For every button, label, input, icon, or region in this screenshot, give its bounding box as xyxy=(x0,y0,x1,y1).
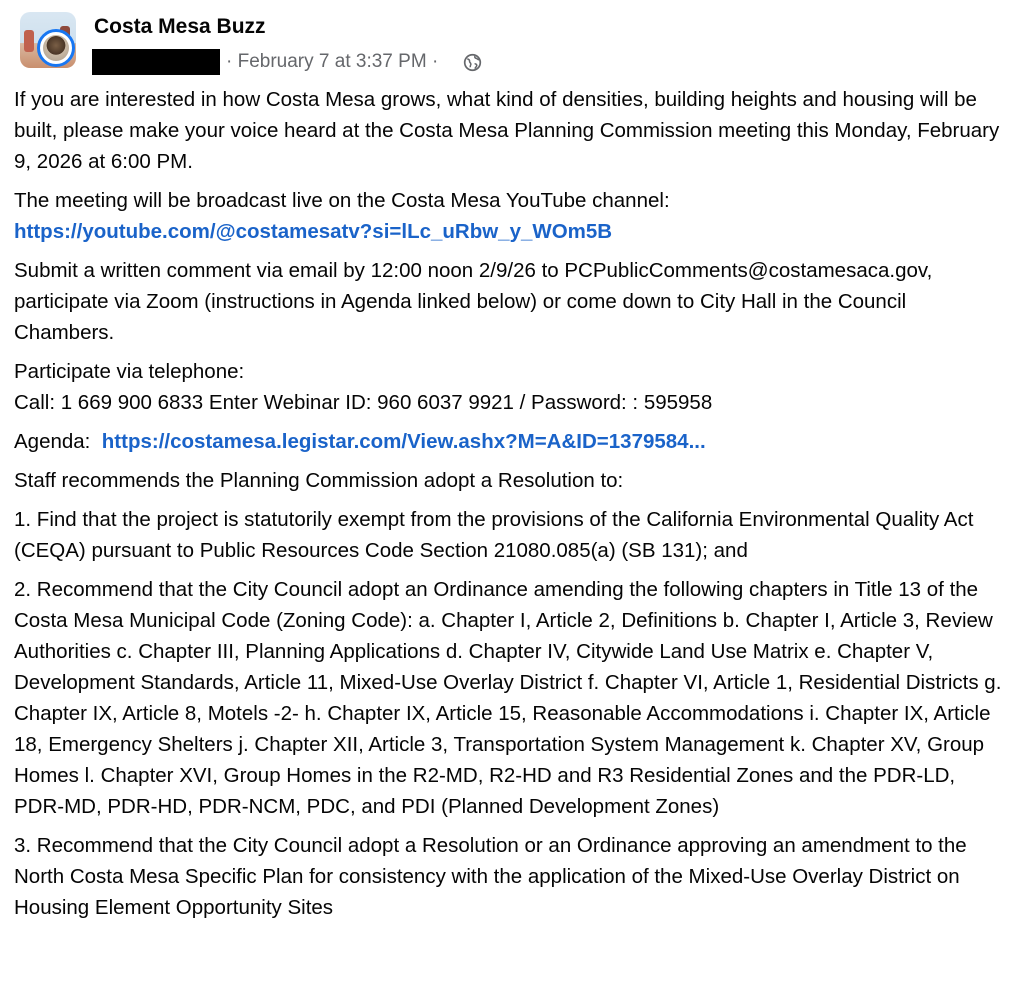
post-timestamp-line[interactable] xyxy=(226,51,438,73)
telephone-heading: Participate via telephone: xyxy=(14,360,245,383)
youtube-intro-text: The meeting will be broadcast live on the Costa Mesa YouTube channel: xyxy=(14,189,670,212)
post-paragraph xyxy=(14,185,1010,247)
post-paragraph xyxy=(14,356,1010,418)
redacted-author-name xyxy=(92,49,220,75)
post-paragraph: Staff recommends the Planning Commission adopt a Resolution to: xyxy=(14,469,624,492)
globe-icon[interactable] xyxy=(463,53,482,72)
agenda-label: Agenda: xyxy=(14,430,91,453)
post-meta xyxy=(92,49,612,75)
user-avatar[interactable] xyxy=(37,29,75,67)
post-paragraph: 3. Recommend that the City Council adopt a Resolution or an Ordinance approving an amendment to the North Costa Mesa Specific Plan for consistency with the application of the Mixed-Use Overlay District on Housing Element Opportunity Sites xyxy=(14,834,967,919)
page-name-link[interactable]: Costa Mesa Buzz xyxy=(94,15,266,38)
youtube-link[interactable]: https://youtube.com/@costamesatv?si=lLc_uRbw_y_WOm5B xyxy=(14,220,613,243)
post-header xyxy=(20,10,920,80)
separator-dot: · xyxy=(431,51,439,72)
separator-dot: · xyxy=(226,51,233,72)
post-paragraph: Submit a written comment via email by 12:00 noon 2/9/26 to PCPublicComments@costamesaca.gov, participate via Zoom (instructions in Agenda linked below) or come down to City Hall in the Council Chambers. xyxy=(14,259,933,344)
post-paragraph: 1. Find that the project is statutorily exempt from the provisions of the California Environmental Quality Act (CEQA) pursuant to Public Resources Code Section 21080.085(a) (SB 131); and xyxy=(14,508,974,562)
user-photo xyxy=(43,35,69,61)
post-timestamp[interactable]: February 7 at 3:37 PM xyxy=(237,51,427,72)
agenda-link[interactable]: https://costamesa.legistar.com/View.ashx?M=A&ID=1379584... xyxy=(101,430,706,453)
post-paragraph: If you are interested in how Costa Mesa grows, what kind of densities, building heights and housing will be built, please make your voice heard at the Costa Mesa Planning Commission meeting this Monday, February 9, 2026 at 6:00 PM. xyxy=(14,88,1000,173)
telephone-details: Call: 1 669 900 6833 Enter Webinar ID: 960 6037 9921 / Password: : 595958 xyxy=(14,391,713,414)
palm-tree-shape xyxy=(24,30,34,52)
post-paragraph xyxy=(14,426,1010,457)
post-paragraph: 2. Recommend that the City Council adopt an Ordinance amending the following chapters in Title 13 of the Costa Mesa Municipal Code (Zoning Code): a. Chapter I, Article 2, Definitions b. Chapter I, Article 3, Review Authorities c. Chapter III, Planning Applications d. Chapter IV, Citywide Land Use Matrix e. Chapter V, Development Standards, Article 11, Mixed-Use Overlay District f. Chapter VI, Article 1, Residential Districts g. Chapter IX, Article 8, Motels -2- h. Chapter IX, Article 15, Reasonable Accommodations i. Chapter IX, Article 18, Emergency Shelters j. Chapter XII, Article 3, Transportation System Management k. Chapter XV, Group Homes l. Chapter XVI, Group Homes in the R2-MD, R2-HD and R3 Residential Zones and the PDR-LD, PDR-MD, PDR-HD, PDR-NCM, PDC, and PDI (Planned Development Zones) xyxy=(14,578,1002,818)
post-body xyxy=(14,84,1010,931)
